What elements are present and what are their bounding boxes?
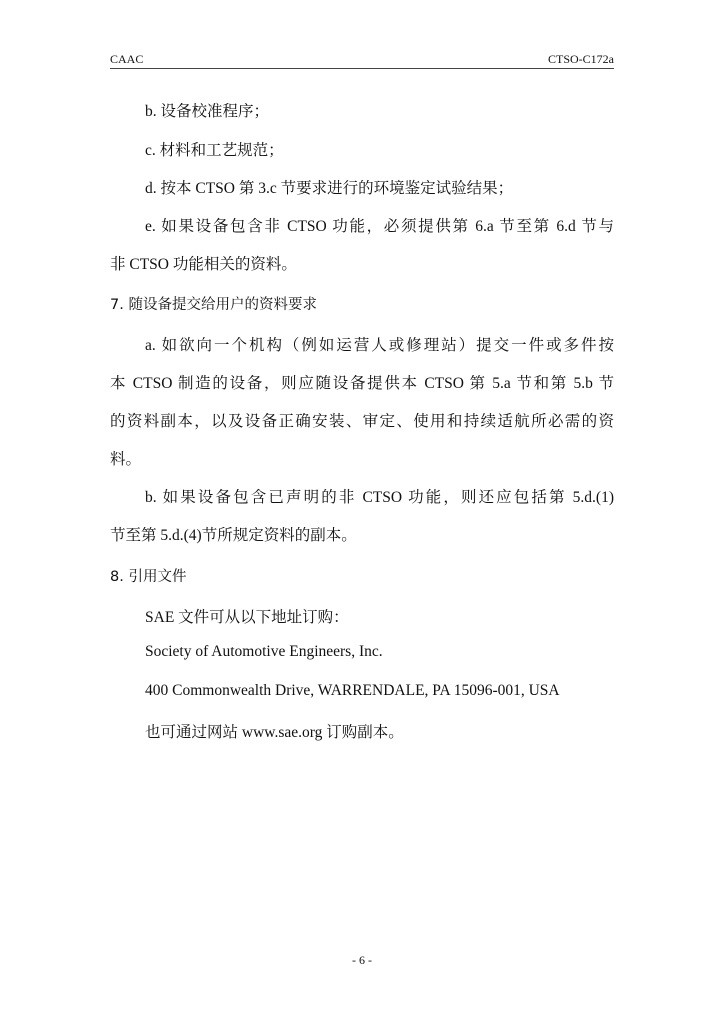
list-item-d: d. 按本 CTSO 第 3.c 节要求进行的环境鉴定试验结果； [145, 180, 514, 197]
sae-website: 也可通过网站 www.sae.org 订购副本。 [145, 724, 404, 741]
sae-name: Society of Automotive Engineers, Inc. [145, 643, 383, 660]
header-org: CAAC [110, 52, 144, 66]
list-item-b: b. 设备校准程序； [145, 103, 270, 120]
section-7-heading: 7. 随设备提交给用户的资料要求 [110, 297, 317, 313]
list-item-c: c. 材料和工艺规范； [145, 142, 284, 159]
section-8-heading: 8. 引用文件 [110, 569, 187, 585]
page-header [110, 52, 614, 69]
paragraph-8-intro: SAE 文件可从以下地址订购： [145, 609, 349, 626]
paragraph-7b: b. 如果设备包含已声明的非 CTSO 功能，则还应包括第 5.d.(1) [145, 489, 614, 506]
paragraph-7a-line4: 料。 [110, 451, 142, 468]
paragraph-7a-line3: 的资料副本，以及设备正确安装、审定、使用和持续适航所必需的资 [110, 413, 614, 430]
sae-address: 400 Commonwealth Drive, WARRENDALE, PA 15096-001, USA [145, 682, 560, 699]
list-item-e-cont: 非 CTSO 功能相关的资料。 [110, 256, 297, 273]
paragraph-7a: a. 如欲向一个机构（例如运营人或修理站）提交一件或多件按 [145, 337, 614, 354]
paragraph-7b-line2: 节至第 5.d.(4)节所规定资料的副本。 [110, 527, 357, 544]
header-doc-id: CTSO-C172a [548, 52, 614, 66]
paragraph-7a-line2: 本 CTSO 制造的设备，则应随设备提供本 CTSO 第 5.a 节和第 5.b 节 [110, 375, 614, 392]
page-number: - 6 - [352, 953, 372, 967]
list-item-e: e. 如果设备包含非 CTSO 功能，必须提供第 6.a 节至第 6.d 节与 [145, 218, 614, 235]
